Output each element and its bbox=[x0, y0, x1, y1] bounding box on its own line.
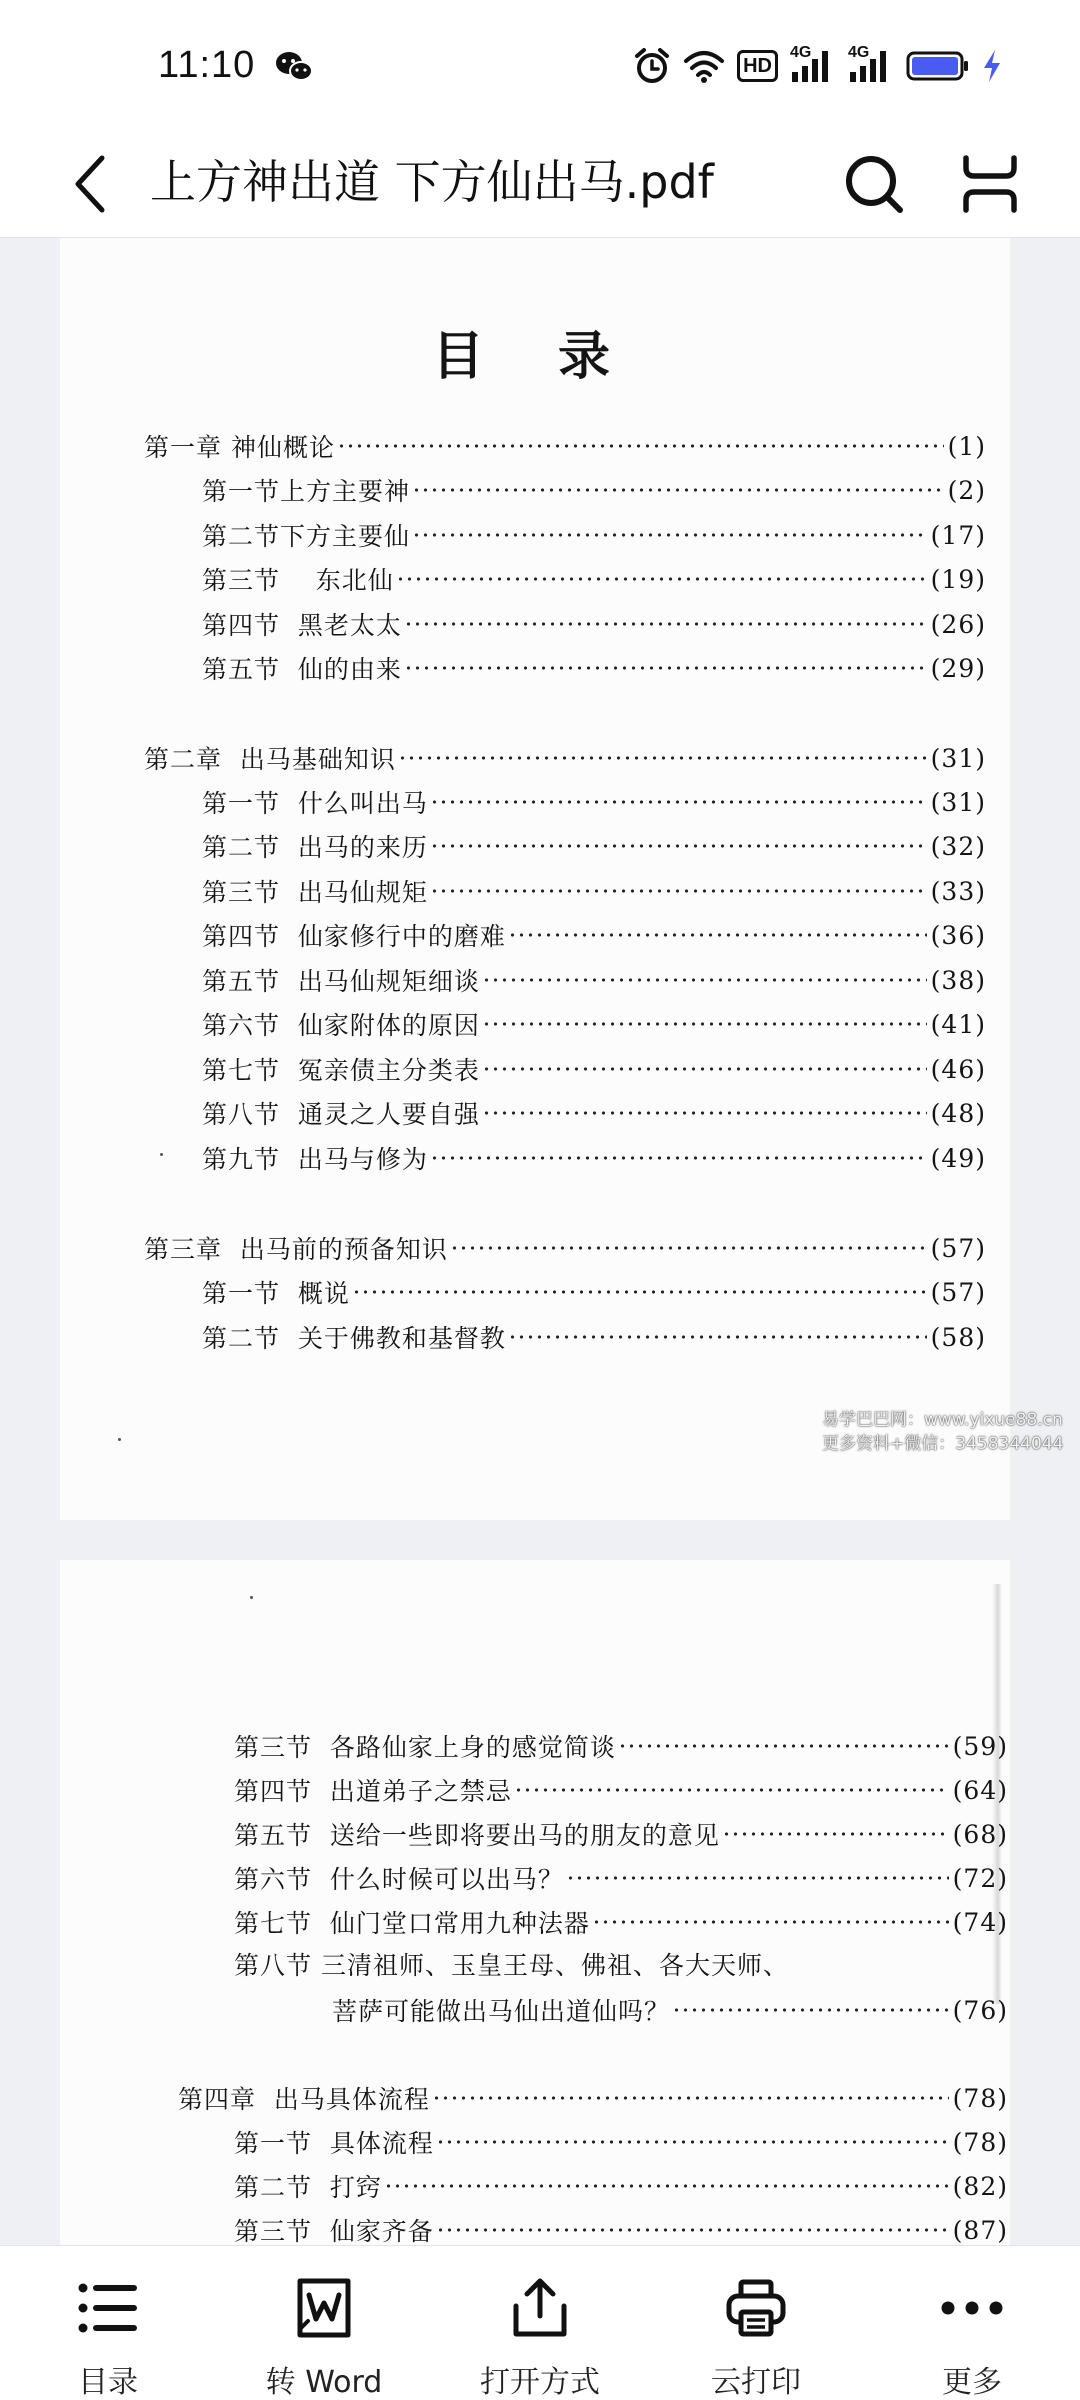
toc-label: 第二节 关于佛教和基督教 bbox=[202, 1324, 506, 1353]
toc-heading: 目 录 bbox=[431, 326, 639, 387]
toc-label: 第三章 出马前的预备知识 bbox=[144, 1235, 448, 1264]
toc-page-number: (82) bbox=[952, 2171, 1008, 2201]
toc-entry[interactable] bbox=[202, 1138, 986, 1178]
toc-page-number: (49) bbox=[930, 1143, 986, 1173]
toc-label: 第二节 出马的来历 bbox=[202, 833, 428, 862]
toc-entry[interactable] bbox=[202, 1093, 986, 1133]
toc-entry[interactable]: 第八节 三清祖师、玉皇王母、佛祖、各大天师、 bbox=[234, 1951, 789, 1980]
toc-entry[interactable] bbox=[202, 1272, 986, 1312]
toc-label: 第一节上方主要神 bbox=[202, 477, 411, 506]
toc-entry[interactable] bbox=[144, 426, 986, 466]
toc-leader bbox=[337, 444, 944, 448]
share-icon bbox=[510, 2276, 570, 2340]
toc-leader bbox=[508, 1335, 927, 1339]
wifi-icon bbox=[683, 49, 725, 83]
toc-label: 第一章 神仙概论 bbox=[144, 433, 335, 462]
toc-leader bbox=[352, 1290, 927, 1294]
toc-label: 第六节 什么时候可以出马？ bbox=[234, 1865, 564, 1894]
toc-leader bbox=[384, 2184, 949, 2188]
toc-page-number: (38) bbox=[930, 965, 986, 995]
bottom-toolbar bbox=[0, 2245, 1080, 2400]
toc-page-number: (48) bbox=[930, 1098, 986, 1128]
open-with-button[interactable] bbox=[440, 2246, 640, 2400]
toc-label: 第五节 出马仙规矩细谈 bbox=[202, 967, 480, 996]
toc-page-number: (17) bbox=[930, 520, 986, 550]
scan-speck bbox=[118, 1438, 121, 1441]
wechat-icon bbox=[274, 50, 314, 84]
toc-leader bbox=[412, 533, 927, 537]
toc-leader bbox=[722, 1832, 949, 1836]
convert-word-label: 转 Word bbox=[265, 2365, 383, 2400]
toc-leader bbox=[566, 1876, 949, 1880]
back-arrow-icon bbox=[72, 154, 108, 214]
toc-entry[interactable] bbox=[234, 1770, 1008, 1810]
network-type-label: 4G bbox=[790, 44, 812, 61]
toc-leader bbox=[398, 756, 927, 760]
alarm-icon bbox=[633, 47, 671, 85]
toc-leader bbox=[482, 1022, 927, 1026]
toc-entry[interactable] bbox=[202, 604, 986, 644]
toc-label: 第一节 概说 bbox=[202, 1279, 350, 1308]
toc-page-number: (68) bbox=[952, 1819, 1008, 1849]
toc-leader bbox=[412, 488, 944, 492]
toc-page-number: (32) bbox=[930, 831, 986, 861]
pdf-page bbox=[60, 1560, 1010, 2245]
toc-entry[interactable] bbox=[202, 470, 986, 510]
toc-label: 第一节 什么叫出马 bbox=[202, 789, 428, 818]
toc-page-number: (1) bbox=[947, 431, 986, 461]
toc-label: 第三节 东北仙 bbox=[202, 566, 394, 595]
toc-page-number: (72) bbox=[952, 1863, 1008, 1893]
word-convert-icon bbox=[294, 2277, 354, 2339]
toc-leader bbox=[430, 800, 927, 804]
reading-mode-button[interactable] bbox=[952, 146, 1028, 222]
toc-leader bbox=[482, 1067, 927, 1071]
network-type-label: 4G bbox=[848, 44, 870, 61]
toc-leader bbox=[432, 2096, 949, 2100]
toc-entry[interactable] bbox=[202, 826, 986, 866]
toc-label: 第三节 各路仙家上身的感觉简谈 bbox=[234, 1733, 616, 1762]
search-button[interactable] bbox=[836, 146, 912, 222]
toc-page-number: (26) bbox=[930, 609, 986, 639]
toc-page-number: (19) bbox=[930, 564, 986, 594]
toc-label: 第二节 打窍 bbox=[234, 2173, 382, 2202]
toc-label: 第七节 冤亲债主分类表 bbox=[202, 1056, 480, 1085]
toc-page-number: (57) bbox=[930, 1277, 986, 1307]
toc-label: 第二节下方主要仙 bbox=[202, 522, 411, 551]
search-icon bbox=[842, 152, 906, 216]
toc-entry[interactable] bbox=[234, 1858, 1008, 1898]
toc-entry[interactable] bbox=[332, 1990, 1008, 2030]
toc-entry[interactable] bbox=[234, 2210, 1008, 2245]
toc-page-number: (64) bbox=[952, 1775, 1008, 1805]
toc-label: 第二章 出马基础知识 bbox=[144, 745, 396, 774]
toc-entry[interactable] bbox=[234, 2122, 1008, 2162]
pdf-viewer[interactable] bbox=[0, 238, 1080, 2245]
status-bar bbox=[0, 0, 1080, 130]
title-bar bbox=[0, 130, 1080, 238]
toc-label: 第八节 通灵之人要自强 bbox=[202, 1100, 480, 1129]
toc-page-number: (59) bbox=[952, 1731, 1008, 1761]
toc-entry[interactable] bbox=[144, 738, 986, 778]
toc-page-number: (76) bbox=[952, 1995, 1008, 2025]
toc-leader bbox=[430, 889, 927, 893]
toc-entry[interactable] bbox=[202, 515, 986, 555]
watermark-line: 更多资料+微信：3458344044 bbox=[822, 1434, 1064, 1454]
toc-entry[interactable] bbox=[234, 1902, 1008, 1942]
charging-icon bbox=[982, 49, 1002, 83]
watermark bbox=[822, 1408, 1072, 1456]
toc-entry[interactable] bbox=[234, 2166, 1008, 2206]
toc-label: 第三节 仙家齐备 bbox=[234, 2217, 434, 2245]
battery-icon bbox=[906, 50, 970, 82]
more-button[interactable] bbox=[872, 2246, 1072, 2400]
toc-entry[interactable] bbox=[144, 1228, 986, 1268]
toc-entry[interactable] bbox=[202, 782, 986, 822]
toc-page-number: (87) bbox=[952, 2215, 1008, 2245]
toc-page-number: (46) bbox=[930, 1054, 986, 1084]
toc-leader bbox=[514, 1788, 949, 1792]
toc-leader bbox=[450, 1246, 927, 1250]
toc-leader bbox=[592, 1920, 949, 1924]
list-icon bbox=[77, 2280, 139, 2336]
toc-page-number: (29) bbox=[930, 653, 986, 683]
toc-entry[interactable] bbox=[178, 2078, 1008, 2118]
toc-entry[interactable] bbox=[202, 559, 986, 599]
toc-page-number: (78) bbox=[952, 2127, 1008, 2157]
toc-page-number: (58) bbox=[930, 1322, 986, 1352]
document-title: 上方神出道 下方仙出马.pdf bbox=[150, 155, 714, 209]
cloud-print-button[interactable] bbox=[656, 2246, 856, 2400]
toc-label: 第四章 出马具体流程 bbox=[178, 2085, 430, 2114]
more-icon bbox=[939, 2298, 1005, 2318]
convert-word-button[interactable] bbox=[224, 2246, 424, 2400]
toc-leader bbox=[508, 933, 927, 937]
toc-entry[interactable] bbox=[202, 1049, 986, 1089]
toc-label: 菩萨可能做出马仙出道仙吗？ bbox=[332, 1997, 671, 2026]
toc-page-number: (41) bbox=[930, 1009, 986, 1039]
toc-label: 第六节 仙家附体的原因 bbox=[202, 1011, 480, 1040]
status-icons bbox=[633, 46, 1002, 86]
toc-leader bbox=[672, 2008, 949, 2012]
toc-page-number: (78) bbox=[952, 2083, 1008, 2113]
toc-page-number: (57) bbox=[930, 1233, 986, 1263]
toc-label: 第九节 出马与修为 bbox=[202, 1145, 428, 1174]
toc-entry[interactable] bbox=[202, 915, 986, 955]
toc-label: 第七节 仙门堂口常用九种法器 bbox=[234, 1909, 590, 1938]
open-with-label: 打开方式 bbox=[480, 2365, 600, 2400]
toc-leader bbox=[618, 1744, 949, 1748]
more-label: 更多 bbox=[942, 2365, 1002, 2400]
toc-page-number: (33) bbox=[930, 876, 986, 906]
toc-leader bbox=[482, 1111, 927, 1115]
toc-leader bbox=[436, 2228, 949, 2232]
scan-speck bbox=[250, 1596, 253, 1599]
back-button[interactable] bbox=[60, 148, 120, 220]
toc-page-number: (31) bbox=[930, 787, 986, 817]
toc-leader bbox=[430, 844, 927, 848]
toc-button-label: 目录 bbox=[78, 2365, 138, 2400]
pdf-page bbox=[60, 238, 1010, 1520]
toc-page-number: (74) bbox=[952, 1907, 1008, 1937]
signal-icon bbox=[790, 44, 836, 84]
toc-entry[interactable] bbox=[202, 1004, 986, 1044]
toc-label: 第五节 仙的由来 bbox=[202, 655, 402, 684]
hd-voice-badge: HD bbox=[737, 50, 778, 82]
toc-entry[interactable] bbox=[202, 648, 986, 688]
toc-leader bbox=[430, 1156, 927, 1160]
toc-entry[interactable] bbox=[202, 871, 986, 911]
toc-leader bbox=[404, 666, 927, 670]
status-time: 11:10 bbox=[158, 44, 256, 86]
toc-entry[interactable] bbox=[234, 1814, 1008, 1854]
toc-label: 第一节 具体流程 bbox=[234, 2129, 434, 2158]
cloud-print-label: 云打印 bbox=[711, 2365, 801, 2400]
toc-label: 第四节 仙家修行中的磨难 bbox=[202, 922, 506, 951]
toc-leader bbox=[436, 2140, 949, 2144]
toc-label: 第四节 出道弟子之禁忌 bbox=[234, 1777, 512, 1806]
toc-leader bbox=[404, 622, 927, 626]
printer-icon bbox=[725, 2278, 787, 2338]
toc-leader bbox=[396, 577, 927, 581]
toc-leader bbox=[482, 978, 927, 982]
toc-button[interactable] bbox=[8, 2246, 208, 2400]
toc-entry[interactable] bbox=[202, 1317, 986, 1357]
reading-mode-icon bbox=[960, 154, 1020, 214]
toc-label: 第五节 送给一些即将要出马的朋友的意见 bbox=[234, 1821, 720, 1850]
toc-entry[interactable] bbox=[234, 1726, 1008, 1766]
toc-label: 第四节 黑老太太 bbox=[202, 611, 402, 640]
scan-speck bbox=[160, 1153, 163, 1156]
toc-label: 第三节 出马仙规矩 bbox=[202, 878, 428, 907]
watermark-line: 易学巴巴网：www.yixue88.cn bbox=[822, 1410, 1063, 1430]
toc-entry[interactable] bbox=[202, 960, 986, 1000]
toc-page-number: (31) bbox=[930, 743, 986, 773]
signal-icon bbox=[848, 44, 894, 84]
toc-page-number: (36) bbox=[930, 920, 986, 950]
toc-page-number: (2) bbox=[947, 475, 986, 505]
